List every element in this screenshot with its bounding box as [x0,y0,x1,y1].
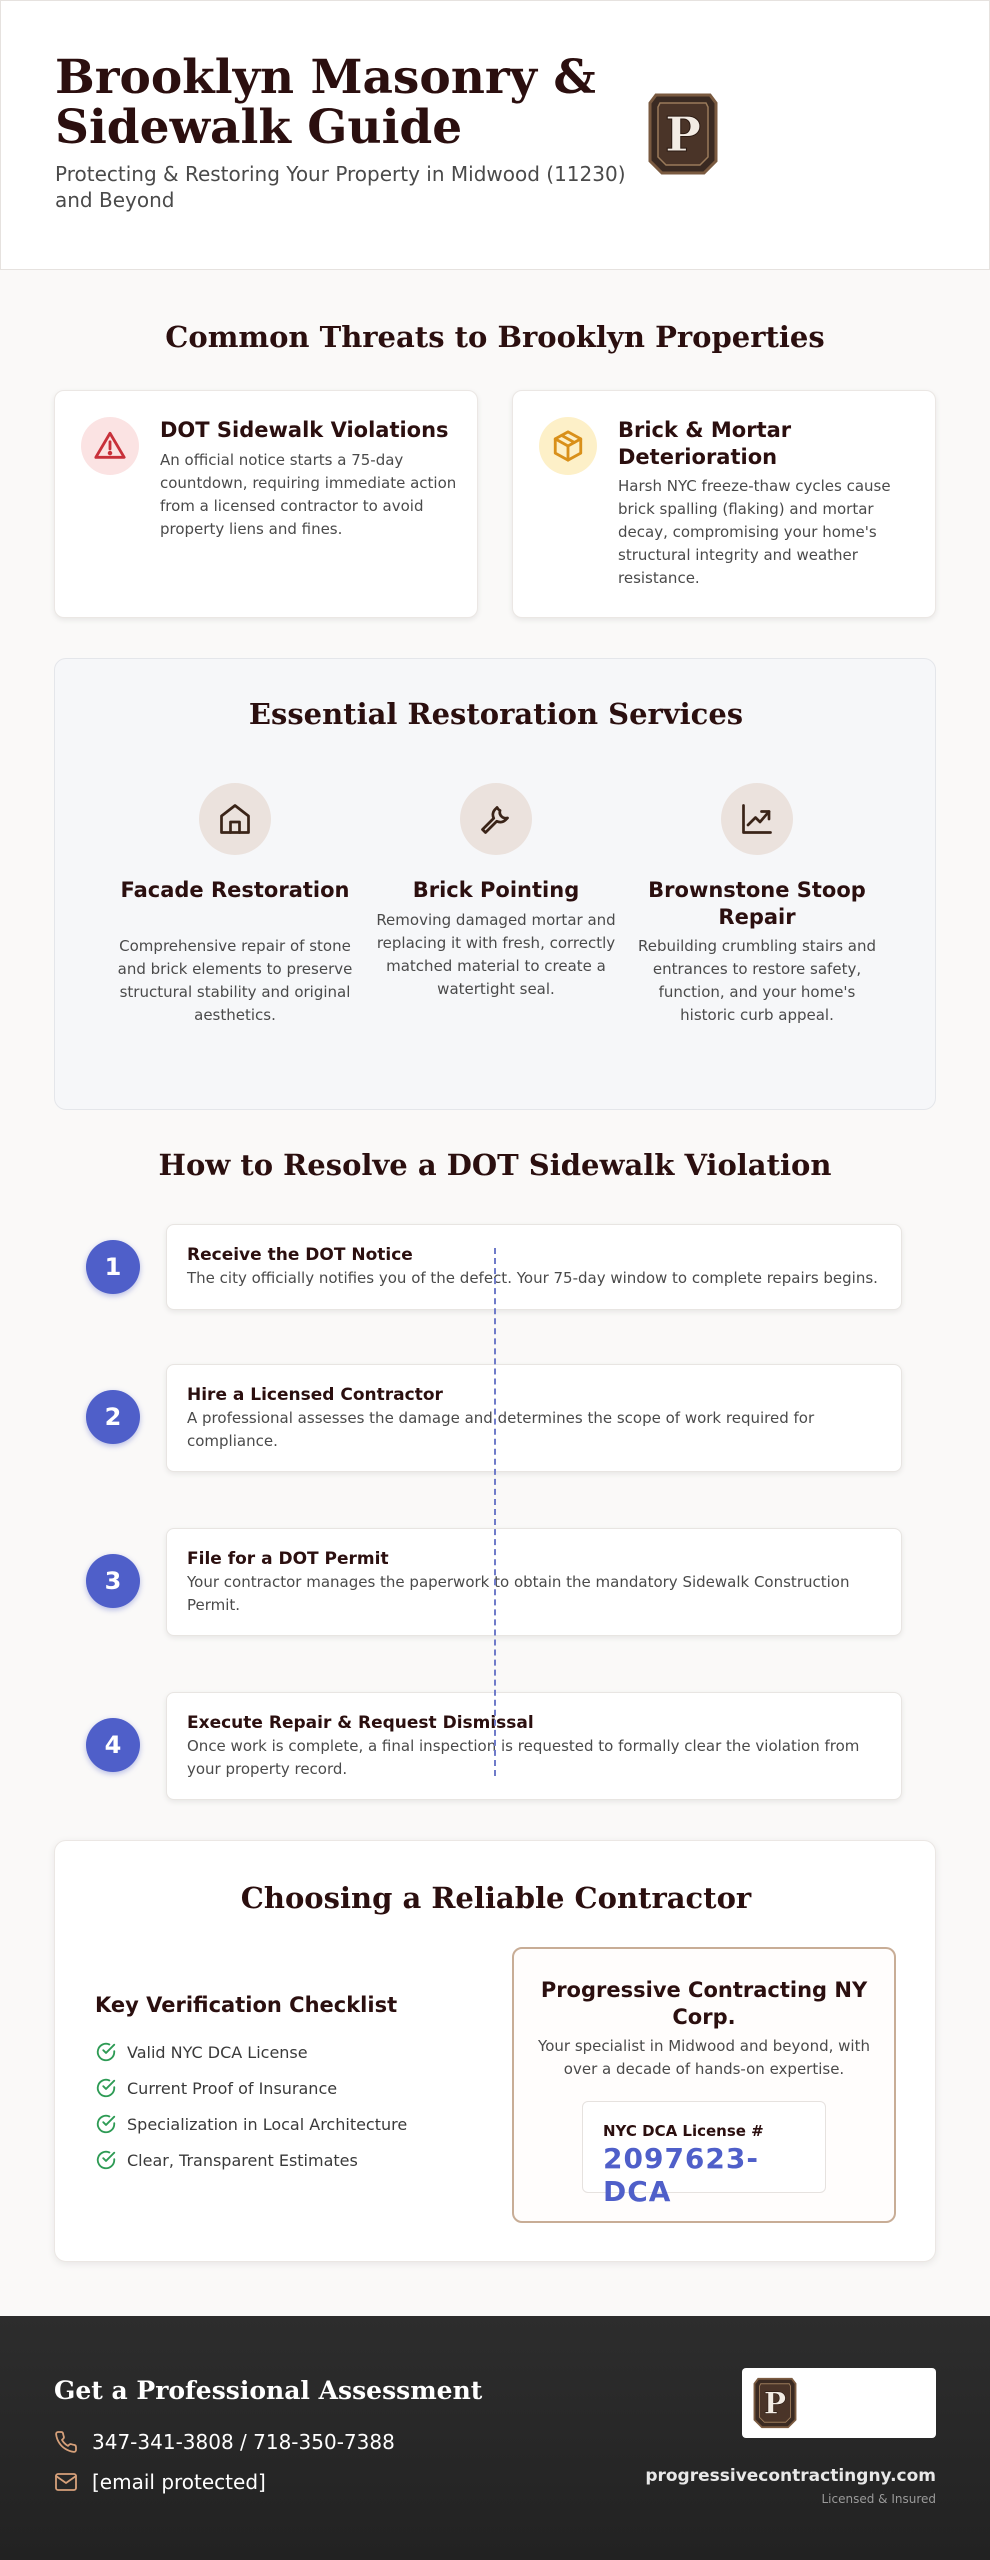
license-label: NYC DCA License # [603,2122,764,2140]
chart-icon [721,783,793,855]
service-title: Brick Pointing [412,878,580,902]
steps-title: How to Resolve a DOT Sidewalk Violation [158,1148,832,1182]
checklist-item-label: Current Proof of Insurance [127,2078,338,2098]
step-title: Execute Repair & Request Dismissal [187,1713,534,1733]
logo-letter: P [763,2386,787,2422]
services-title: Essential Restoration Services [248,697,744,731]
checklist-title: Key Verification Checklist [95,1993,398,2017]
step-card [166,1692,902,1800]
page-footer [0,2316,990,2560]
step-text: The city officially notifies you of the defect. Your 75-day window to complete repairs begins. [187,1269,878,1287]
footer-tagline: Licensed & Insured [821,2492,936,2506]
contractor-section [54,1840,936,2262]
service-text: Removing damaged mortar and replacing it with fresh, correctly matched material to create a watertight seal. [376,911,616,998]
threat-text: An official notice starts a 75-day countdown, requiring immediate action from a licensed contractor to avoid property liens and fines. [160,451,457,538]
page-header [0,0,990,270]
logo-letter: P [664,107,702,163]
step-number: 2 [86,1390,140,1444]
company-logo-small [752,2376,798,2430]
step-number: 4 [86,1718,140,1772]
threat-card-dot [54,390,478,618]
check-circle-icon [95,2041,117,2063]
checklist-item-label: Clear, Transparent Estimates [127,2150,358,2170]
box-icon [539,417,597,475]
mail-icon [54,2470,78,2494]
contractor-title: Choosing a Reliable Contractor [240,1881,752,1915]
footer-logo-box [742,2368,936,2438]
license-number: 2097623-DCA [603,2142,759,2208]
company-logo [646,91,720,177]
company-card [512,1947,896,2223]
page-title: Brooklyn Masonry & Sidewalk Guide [55,50,596,155]
step-text: A professional assesses the damage and determines the scope of work required for compliance. [187,1409,815,1450]
footer-email[interactable] [54,2470,266,2494]
checklist-item [95,2039,308,2065]
phone-text[interactable]: 347-341-3808 / 718-350-7388 [92,2430,395,2454]
step-card [166,1364,902,1472]
step-text: Once work is complete, a final inspection is requested to formally clear the violation from your property record. [187,1737,860,1778]
check-circle-icon [95,2113,117,2135]
threat-text: Harsh NYC freeze-thaw cycles cause brick spalling (flaking) and mortar decay, compromising your home's structural integrity and weather resistance. [618,477,891,587]
threat-card-brick [512,390,936,618]
step-title: Hire a Licensed Contractor [187,1385,443,1405]
step-card [166,1528,902,1636]
timeline-line [494,1248,496,1776]
website-link[interactable]: progressivecontractingny.com [645,2466,936,2486]
service-title: Brownstone Stoop Repair [648,878,866,929]
checklist-item [95,2075,337,2101]
step-title: Receive the DOT Notice [187,1245,413,1265]
company-name: Progressive Contracting NY Corp. [540,1978,868,2029]
service-text: Rebuilding crumbling stairs and entrances to restore safety, function, and your home's historic curb appeal. [637,937,877,1024]
services-section [54,658,936,1110]
wrench-icon [460,783,532,855]
step-text: Your contractor manages the paperwork to obtain the mandatory Sidewalk Construction Permit. [187,1573,850,1614]
email-text[interactable]: [email protected] [92,2470,266,2494]
threat-title: DOT Sidewalk Violations [160,418,449,442]
check-circle-icon [95,2077,117,2099]
check-circle-icon [95,2149,117,2171]
footer-phone[interactable] [54,2430,395,2454]
company-description: Your specialist in Midwood and beyond, with over a decade of hands-on expertise. [538,2037,870,2078]
license-box [582,2101,826,2208]
service-text: Comprehensive repair of stone and brick elements to preserve structural stability and original aesthetics. [117,937,353,1024]
threats-title: Common Threats to Brooklyn Properties [165,320,825,354]
service-title: Facade Restoration [120,878,350,902]
house-icon [199,783,271,855]
checklist-item-label: Valid NYC DCA License [127,2042,308,2062]
warning-icon [81,417,139,475]
checklist-item [95,2111,407,2137]
footer-title: Get a Professional Assessment [54,2376,483,2405]
step-title: File for a DOT Permit [187,1549,389,1569]
checklist-item-label: Specialization in Local Architecture [127,2114,408,2134]
step-number: 1 [86,1240,140,1294]
page-subtitle: Protecting & Restoring Your Property in Midwood (11230) and Beyond [55,162,626,212]
step-card [166,1224,902,1310]
step-number: 3 [86,1554,140,1608]
phone-icon [54,2430,78,2454]
checklist-item [95,2147,358,2173]
threat-title: Brick & Mortar Deterioration [618,418,792,469]
